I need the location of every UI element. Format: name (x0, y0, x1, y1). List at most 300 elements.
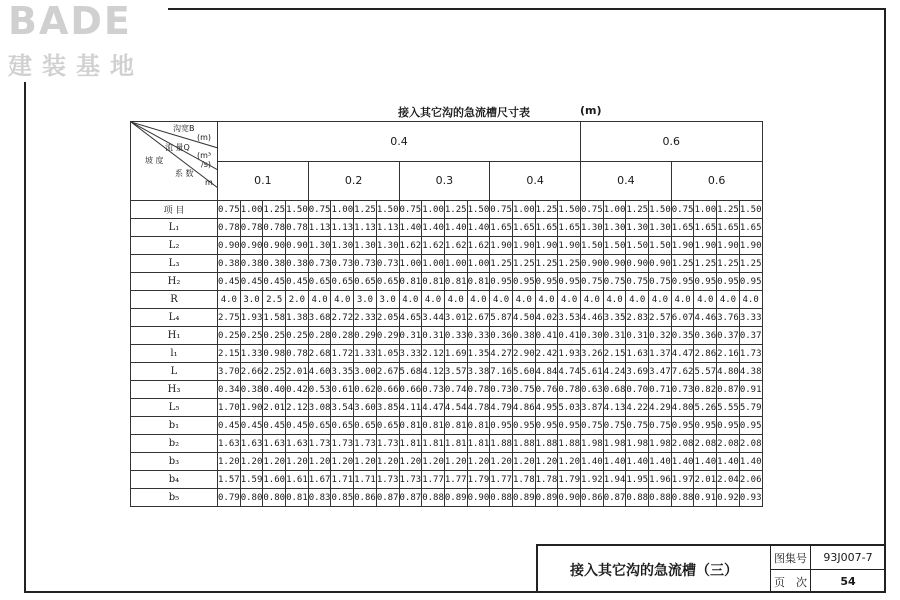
value-cell: 0.71 (649, 381, 672, 399)
flow-header-5: 0.6 (671, 161, 762, 201)
value-cell: 1.58 (263, 309, 286, 327)
coef-cell: 1.50 (649, 201, 672, 219)
value-cell: 1.30 (649, 219, 672, 237)
value-cell: 3.35 (603, 309, 626, 327)
flow-header-row (131, 161, 763, 201)
value-cell: 2.01 (694, 471, 717, 489)
value-cell: 0.25 (286, 327, 309, 345)
corner-flow-unit: (m³ (197, 151, 212, 160)
row-label: L₅ (131, 399, 218, 417)
value-cell: 1.77 (444, 471, 467, 489)
value-cell: 1.67 (308, 471, 331, 489)
coef-cell: 1.00 (603, 201, 626, 219)
value-cell: 1.20 (467, 453, 490, 471)
value-cell: 0.90 (263, 237, 286, 255)
row-label: L₃ (131, 255, 218, 273)
corner-flow-unit2: /s) (201, 160, 211, 169)
value-cell: 1.20 (240, 453, 263, 471)
value-cell: 4.22 (626, 399, 649, 417)
coef-header-row (131, 201, 763, 219)
table-row (131, 417, 763, 435)
value-cell: 0.87 (717, 381, 740, 399)
value-cell: 1.88 (558, 435, 581, 453)
value-cell: 2.12 (286, 399, 309, 417)
watermark-logo (8, 2, 168, 82)
value-cell: 1.73 (331, 435, 354, 453)
value-cell: 1.79 (558, 471, 581, 489)
row-label: L₁ (131, 219, 218, 237)
value-cell: 0.80 (263, 489, 286, 507)
value-cell: 0.75 (603, 417, 626, 435)
coef-cell: 1.25 (535, 201, 558, 219)
value-cell: 1.25 (739, 255, 762, 273)
value-cell: 0.73 (490, 381, 513, 399)
value-cell: 1.40 (422, 219, 445, 237)
value-cell: 1.63 (218, 435, 241, 453)
value-cell: 4.74 (558, 363, 581, 381)
value-cell: 0.75 (626, 273, 649, 291)
value-cell: 1.33 (354, 345, 377, 363)
value-cell: 4.60 (308, 363, 331, 381)
row-label: b₄ (131, 471, 218, 489)
coef-cell: 0.75 (399, 201, 422, 219)
value-cell: 2.57 (649, 309, 672, 327)
value-cell: 1.33 (240, 345, 263, 363)
value-cell: 2.05 (376, 309, 399, 327)
value-cell: 0.53 (308, 381, 331, 399)
value-cell: 1.40 (444, 219, 467, 237)
row-label: b₃ (131, 453, 218, 471)
value-cell: 3.47 (649, 363, 672, 381)
value-cell: 0.65 (331, 273, 354, 291)
value-cell: 1.57 (218, 471, 241, 489)
value-cell: 4.0 (535, 291, 558, 309)
value-cell: 4.12 (422, 363, 445, 381)
value-cell: 1.40 (626, 453, 649, 471)
value-cell: 1.13 (376, 219, 399, 237)
flow-header-2: 0.3 (399, 161, 490, 201)
value-cell: 4.0 (399, 291, 422, 309)
value-cell: 0.33 (444, 327, 467, 345)
value-cell: 2.83 (626, 309, 649, 327)
value-cell: 0.41 (535, 327, 558, 345)
row-label: l₁ (131, 345, 218, 363)
coef-cell: 1.25 (263, 201, 286, 219)
value-cell: 1.38 (286, 309, 309, 327)
value-cell: 0.38 (240, 255, 263, 273)
value-cell: 3.00 (354, 363, 377, 381)
value-cell: 2.01 (263, 399, 286, 417)
value-cell: 0.91 (739, 381, 762, 399)
value-cell: 1.40 (399, 219, 422, 237)
value-cell: 0.75 (581, 417, 604, 435)
value-cell: 1.72 (331, 345, 354, 363)
value-cell: 0.65 (354, 273, 377, 291)
value-cell: 1.65 (739, 219, 762, 237)
value-cell: 0.90 (240, 237, 263, 255)
table-row (131, 273, 763, 291)
value-cell: 1.50 (581, 237, 604, 255)
value-cell: 2.5 (263, 291, 286, 309)
value-cell: 1.20 (376, 453, 399, 471)
value-cell: 1.81 (467, 435, 490, 453)
page-label: 页 次 (771, 570, 811, 593)
value-cell: 0.29 (354, 327, 377, 345)
value-cell: 0.90 (558, 489, 581, 507)
coef-cell: 0.75 (581, 201, 604, 219)
value-cell: 4.0 (626, 291, 649, 309)
table-row (131, 489, 763, 507)
value-cell: 3.0 (376, 291, 399, 309)
value-cell: 1.50 (626, 237, 649, 255)
value-cell: 1.25 (535, 255, 558, 273)
value-cell: 2.06 (739, 471, 762, 489)
value-cell: 1.62 (422, 237, 445, 255)
value-cell: 0.75 (581, 273, 604, 291)
value-cell: 1.25 (490, 255, 513, 273)
value-cell: 1.30 (626, 219, 649, 237)
value-cell: 4.47 (422, 399, 445, 417)
value-cell: 1.63 (286, 435, 309, 453)
value-cell: 3.60 (354, 399, 377, 417)
value-cell: 4.0 (739, 291, 762, 309)
value-cell: 3.01 (444, 309, 467, 327)
value-cell: 1.13 (308, 219, 331, 237)
table-row (131, 453, 763, 471)
value-cell: 0.95 (535, 273, 558, 291)
value-cell: 0.74 (444, 381, 467, 399)
coef-cell: 1.25 (717, 201, 740, 219)
value-cell: 1.93 (240, 309, 263, 327)
value-cell: 4.50 (512, 309, 535, 327)
coef-cell: 1.25 (626, 201, 649, 219)
value-cell: 5.87 (490, 309, 513, 327)
row-label: H₂ (131, 273, 218, 291)
row-label: R (131, 291, 218, 309)
value-cell: 3.69 (626, 363, 649, 381)
value-cell: 1.63 (263, 435, 286, 453)
value-cell: 0.89 (535, 489, 558, 507)
value-cell: 0.40 (263, 381, 286, 399)
row-label: b₂ (131, 435, 218, 453)
value-cell: 1.96 (649, 471, 672, 489)
value-cell: 0.34 (218, 381, 241, 399)
table-row (131, 399, 763, 417)
table-row (131, 255, 763, 273)
value-cell: 2.08 (739, 435, 762, 453)
value-cell: 0.73 (308, 255, 331, 273)
value-cell: 0.93 (739, 489, 762, 507)
value-cell: 1.77 (422, 471, 445, 489)
value-cell: 0.95 (512, 417, 535, 435)
value-cell: 3.85 (376, 399, 399, 417)
value-cell: 0.37 (739, 327, 762, 345)
value-cell: 1.71 (331, 471, 354, 489)
value-cell: 4.47 (671, 345, 694, 363)
value-cell: 1.78 (512, 471, 535, 489)
value-cell: 2.90 (512, 345, 535, 363)
corner-flow-label: 流 量Q (165, 143, 190, 152)
value-cell: 0.81 (286, 489, 309, 507)
value-cell: 0.36 (694, 327, 717, 345)
table-row (131, 309, 763, 327)
value-cell: 0.78 (240, 219, 263, 237)
value-cell: 0.88 (649, 489, 672, 507)
value-cell: 4.0 (490, 291, 513, 309)
value-cell: 1.62 (399, 237, 422, 255)
coef-cell: 1.50 (739, 201, 762, 219)
value-cell: 1.88 (512, 435, 535, 453)
value-cell: 0.38 (240, 381, 263, 399)
value-cell: 1.90 (512, 237, 535, 255)
value-cell: 1.40 (739, 453, 762, 471)
value-cell: 0.76 (535, 381, 558, 399)
value-cell: 3.44 (422, 309, 445, 327)
value-cell: 2.15 (218, 345, 241, 363)
value-cell: 1.05 (376, 345, 399, 363)
value-cell: 0.28 (308, 327, 331, 345)
value-cell: 5.79 (739, 399, 762, 417)
value-cell: 4.24 (603, 363, 626, 381)
value-cell: 2.16 (717, 345, 740, 363)
coef-cell: 1.50 (467, 201, 490, 219)
corner-width-unit: (m) (197, 133, 212, 142)
value-cell: 4.0 (512, 291, 535, 309)
width-header-0: 0.4 (218, 122, 581, 162)
value-cell: 0.81 (467, 417, 490, 435)
value-cell: 0.87 (376, 489, 399, 507)
value-cell: 1.35 (467, 345, 490, 363)
value-cell: 4.46 (694, 309, 717, 327)
value-cell: 3.53 (558, 309, 581, 327)
value-cell: 0.38 (286, 255, 309, 273)
value-cell: 3.87 (581, 399, 604, 417)
value-cell: 1.73 (354, 435, 377, 453)
flow-header-0: 0.1 (218, 161, 309, 201)
table-unit: (m) (580, 104, 602, 117)
value-cell: 0.82 (694, 381, 717, 399)
value-cell: 4.11 (399, 399, 422, 417)
value-cell: 0.31 (399, 327, 422, 345)
value-cell: 4.65 (399, 309, 422, 327)
value-cell: 0.88 (626, 489, 649, 507)
row-label: H₁ (131, 327, 218, 345)
value-cell: 2.08 (717, 435, 740, 453)
value-cell: 1.97 (671, 471, 694, 489)
value-cell: 4.38 (739, 363, 762, 381)
value-cell: 1.25 (558, 255, 581, 273)
value-cell: 0.45 (263, 273, 286, 291)
value-cell: 1.63 (240, 435, 263, 453)
value-cell: 2.0 (286, 291, 309, 309)
table-row (131, 471, 763, 489)
value-cell: 0.90 (581, 255, 604, 273)
value-cell: 0.68 (603, 381, 626, 399)
value-cell: 2.75 (218, 309, 241, 327)
value-cell: 7.16 (490, 363, 513, 381)
value-cell: 0.78 (286, 219, 309, 237)
value-cell: 2.67 (467, 309, 490, 327)
coef-cell: 1.25 (354, 201, 377, 219)
value-cell: 0.95 (512, 273, 535, 291)
value-cell: 1.40 (694, 453, 717, 471)
value-cell: 0.73 (331, 255, 354, 273)
coef-cell: 1.00 (331, 201, 354, 219)
value-cell: 1.20 (218, 453, 241, 471)
value-cell: 1.65 (694, 219, 717, 237)
value-cell: 0.33 (467, 327, 490, 345)
value-cell: 0.25 (240, 327, 263, 345)
value-cell: 0.45 (240, 417, 263, 435)
value-cell: 1.25 (512, 255, 535, 273)
logo-subtitle: 建装基地 (8, 52, 144, 80)
value-cell: 0.38 (263, 255, 286, 273)
value-cell: 2.12 (422, 345, 445, 363)
value-cell: 0.75 (512, 381, 535, 399)
value-cell: 0.81 (444, 417, 467, 435)
value-cell: 0.31 (626, 327, 649, 345)
corner-coef-unit: m (205, 178, 213, 187)
value-cell: 1.30 (308, 237, 331, 255)
value-cell: 4.0 (581, 291, 604, 309)
value-cell: 2.68 (308, 345, 331, 363)
value-cell: 1.81 (422, 435, 445, 453)
value-cell: 0.42 (286, 381, 309, 399)
value-cell: 3.38 (467, 363, 490, 381)
value-cell: 5.55 (717, 399, 740, 417)
row-label: L₂ (131, 237, 218, 255)
value-cell: 0.73 (376, 255, 399, 273)
value-cell: 2.08 (694, 435, 717, 453)
coef-cell: 1.00 (512, 201, 535, 219)
value-cell: 0.41 (558, 327, 581, 345)
value-cell: 5.68 (399, 363, 422, 381)
value-cell: 1.40 (603, 453, 626, 471)
value-cell: 1.73 (739, 345, 762, 363)
value-cell: 2.15 (603, 345, 626, 363)
value-cell: 4.0 (444, 291, 467, 309)
value-cell: 4.0 (558, 291, 581, 309)
value-cell: 0.62 (354, 381, 377, 399)
coef-cell: 0.75 (671, 201, 694, 219)
value-cell: 1.98 (603, 435, 626, 453)
value-cell: 1.90 (535, 237, 558, 255)
page-value: 54 (811, 570, 886, 593)
value-cell: 1.73 (399, 471, 422, 489)
value-cell: 0.65 (376, 417, 399, 435)
value-cell: 3.0 (240, 291, 263, 309)
value-cell: 0.65 (308, 417, 331, 435)
value-cell: 1.93 (558, 345, 581, 363)
table-row (131, 237, 763, 255)
value-cell: 1.40 (649, 453, 672, 471)
value-cell: 4.78 (467, 399, 490, 417)
value-cell: 1.81 (444, 435, 467, 453)
value-cell: 0.87 (399, 489, 422, 507)
value-cell: 0.61 (331, 381, 354, 399)
coef-cell: 0.75 (490, 201, 513, 219)
value-cell: 1.25 (717, 255, 740, 273)
dimension-table (130, 121, 763, 507)
value-cell: 0.35 (671, 327, 694, 345)
value-cell: 1.81 (399, 435, 422, 453)
value-cell: 0.88 (671, 489, 694, 507)
value-cell: 4.27 (490, 345, 513, 363)
value-cell: 0.95 (694, 273, 717, 291)
value-cell: 1.50 (649, 237, 672, 255)
value-cell: 0.78 (263, 219, 286, 237)
corner-coef-label: 系 数 (175, 169, 194, 178)
value-cell: 1.90 (694, 237, 717, 255)
value-cell: 1.25 (671, 255, 694, 273)
value-cell: 0.78 (218, 219, 241, 237)
value-cell: 0.75 (626, 417, 649, 435)
value-cell: 0.95 (490, 417, 513, 435)
row-label: H₃ (131, 381, 218, 399)
value-cell: 0.45 (240, 273, 263, 291)
value-cell: 0.81 (444, 273, 467, 291)
value-cell: 4.84 (535, 363, 558, 381)
value-cell: 3.0 (354, 291, 377, 309)
value-cell: 1.88 (535, 435, 558, 453)
value-cell: 0.73 (354, 255, 377, 273)
coef-cell: 1.25 (444, 201, 467, 219)
value-cell: 0.38 (512, 327, 535, 345)
flow-header-1: 0.2 (308, 161, 399, 201)
value-cell: 0.90 (649, 255, 672, 273)
atlas-value: 93J007-7 (811, 546, 886, 570)
value-cell: 0.45 (263, 417, 286, 435)
value-cell: 1.95 (626, 471, 649, 489)
value-cell: 0.95 (739, 273, 762, 291)
value-cell: 0.65 (331, 417, 354, 435)
value-cell: 1.73 (376, 435, 399, 453)
value-cell: 0.65 (308, 273, 331, 291)
value-cell: 1.37 (649, 345, 672, 363)
value-cell: 1.78 (535, 471, 558, 489)
value-cell: 0.30 (581, 327, 604, 345)
value-cell: 0.79 (218, 489, 241, 507)
value-cell: 0.95 (694, 417, 717, 435)
value-cell: 1.98 (581, 435, 604, 453)
value-cell: 0.45 (218, 273, 241, 291)
value-cell: 0.75 (649, 417, 672, 435)
value-cell: 0.25 (263, 327, 286, 345)
value-cell: 0.81 (422, 417, 445, 435)
atlas-label: 图集号 (771, 546, 811, 570)
value-cell: 3.57 (444, 363, 467, 381)
value-cell: 1.90 (739, 237, 762, 255)
value-cell: 1.90 (240, 399, 263, 417)
value-cell: 3.54 (331, 399, 354, 417)
value-cell: 4.0 (603, 291, 626, 309)
value-cell: 1.40 (467, 219, 490, 237)
value-cell: 2.42 (535, 345, 558, 363)
value-cell: 4.0 (422, 291, 445, 309)
header-corner-cell (131, 122, 218, 201)
item-label: 项 目 (131, 201, 218, 219)
value-cell: 1.30 (331, 237, 354, 255)
value-cell: 1.30 (581, 219, 604, 237)
value-cell: 0.29 (376, 327, 399, 345)
value-cell: 4.0 (331, 291, 354, 309)
value-cell: 0.90 (286, 237, 309, 255)
value-cell: 1.30 (603, 219, 626, 237)
value-cell: 1.61 (286, 471, 309, 489)
value-cell: 1.60 (263, 471, 286, 489)
value-cell: 1.94 (603, 471, 626, 489)
value-cell: 1.40 (581, 453, 604, 471)
